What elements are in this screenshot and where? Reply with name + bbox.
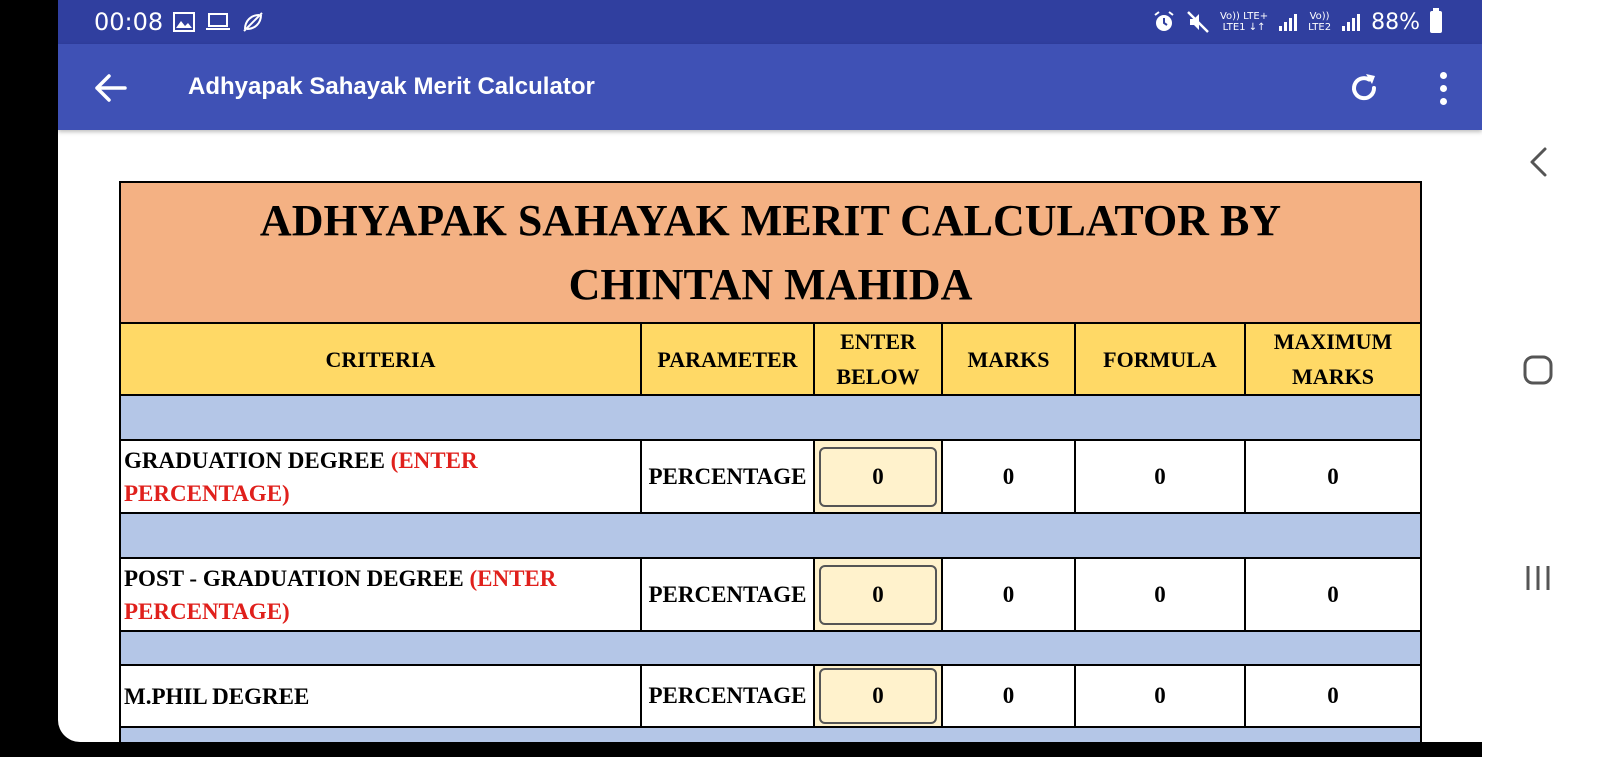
signal-icon	[1341, 12, 1361, 32]
network-sim1	[1220, 11, 1268, 33]
chevron-left-icon	[1527, 146, 1549, 178]
network-sim1-top: Vo)) LTE+	[1219, 11, 1269, 22]
input-cell	[815, 666, 943, 726]
header-formula: FORMULA	[1076, 324, 1246, 394]
more-options-button[interactable]	[1428, 66, 1458, 110]
input-cell	[815, 559, 943, 630]
status-time: 00:08	[94, 8, 164, 36]
maximum-marks-cell: 0	[1327, 463, 1339, 489]
network-sim2-top: Vo))	[1309, 11, 1330, 22]
battery-icon	[1430, 11, 1442, 33]
status-bar	[58, 0, 1482, 44]
post-graduation-percentage-input[interactable]: 0	[819, 565, 937, 625]
graduation-percentage-input[interactable]: 0	[819, 447, 937, 507]
status-right	[1152, 0, 1442, 44]
alarm-icon	[1152, 10, 1176, 34]
recents-icon	[1523, 563, 1553, 593]
marks-cell: 0	[943, 441, 1076, 512]
refresh-icon	[1347, 71, 1381, 105]
app-title: Adhyapak Sahayak Merit Calculator	[188, 73, 595, 100]
more-vert-icon	[1440, 85, 1447, 92]
network-sim1-bottom: LTE1 ↓↑	[1222, 22, 1266, 33]
merit-calculator-sheet	[119, 181, 1422, 742]
nav-recents-button[interactable]	[1508, 548, 1568, 608]
maximum-marks-cell: 0	[1327, 683, 1339, 708]
table-row	[121, 559, 1420, 632]
parameter-cell: PERCENTAGE	[642, 559, 815, 630]
sync-off-icon	[241, 11, 265, 33]
spacer-row	[121, 396, 1420, 441]
more-vert-icon	[1440, 72, 1447, 79]
marks-cell: 0	[943, 666, 1076, 726]
parameter-cell: PERCENTAGE	[642, 666, 815, 726]
network-sim2-bottom: LTE2	[1308, 22, 1332, 33]
status-left	[94, 0, 265, 44]
formula-cell: 0	[1076, 666, 1246, 726]
network-sim2	[1308, 11, 1331, 33]
criteria-note: (ENTER PERCENTAGE)	[124, 447, 478, 506]
maximum-marks-cell: 0	[1327, 581, 1339, 607]
mute-icon	[1186, 10, 1210, 34]
criteria-cell	[121, 666, 642, 726]
back-button[interactable]	[88, 66, 132, 110]
header-enter-below: ENTER BELOW	[815, 324, 943, 394]
table-row	[121, 441, 1420, 514]
arrow-left-icon	[93, 73, 127, 103]
header-maximum-marks: MAXIMUM MARKS	[1273, 329, 1393, 389]
home-icon	[1522, 354, 1554, 386]
navigation-bar	[1482, 0, 1600, 757]
sheet-banner: ADHYAPAK SAHAYAK MERIT CALCULATOR BY CHINTAN MAHIDA	[121, 183, 1420, 324]
spacer-row	[121, 514, 1420, 559]
signal-icon	[1278, 12, 1298, 32]
mphil-percentage-input[interactable]: 0	[819, 668, 937, 724]
criteria-cell	[121, 559, 642, 630]
criteria-label: M.PHIL DEGREE	[124, 683, 310, 709]
app-screen	[58, 0, 1482, 742]
criteria-label: POST - GRADUATION DEGREE	[124, 565, 470, 591]
spacer-row	[121, 632, 1420, 666]
more-vert-icon	[1440, 98, 1447, 105]
criteria-label: GRADUATION DEGREE	[124, 447, 391, 473]
criteria-cell	[121, 441, 642, 512]
header-marks: MARKS	[943, 324, 1076, 394]
refresh-button[interactable]	[1342, 66, 1386, 110]
formula-cell: 0	[1076, 559, 1246, 630]
image-icon	[173, 12, 195, 32]
nav-back-button[interactable]	[1508, 132, 1568, 192]
marks-cell: 0	[943, 559, 1076, 630]
spacer-row	[121, 728, 1420, 742]
criteria-note: (ENTER PERCENTAGE)	[124, 565, 557, 624]
nav-home-button[interactable]	[1508, 340, 1568, 400]
header-row	[121, 324, 1420, 396]
app-bar	[58, 44, 1482, 130]
battery-percent: 88%	[1371, 9, 1420, 35]
laptop-icon	[205, 12, 231, 32]
header-parameter: PARAMETER	[642, 324, 815, 394]
input-cell	[815, 441, 943, 512]
parameter-cell: PERCENTAGE	[642, 441, 815, 512]
formula-cell: 0	[1076, 441, 1246, 512]
table-row	[121, 666, 1420, 728]
header-criteria: CRITERIA	[121, 324, 642, 394]
